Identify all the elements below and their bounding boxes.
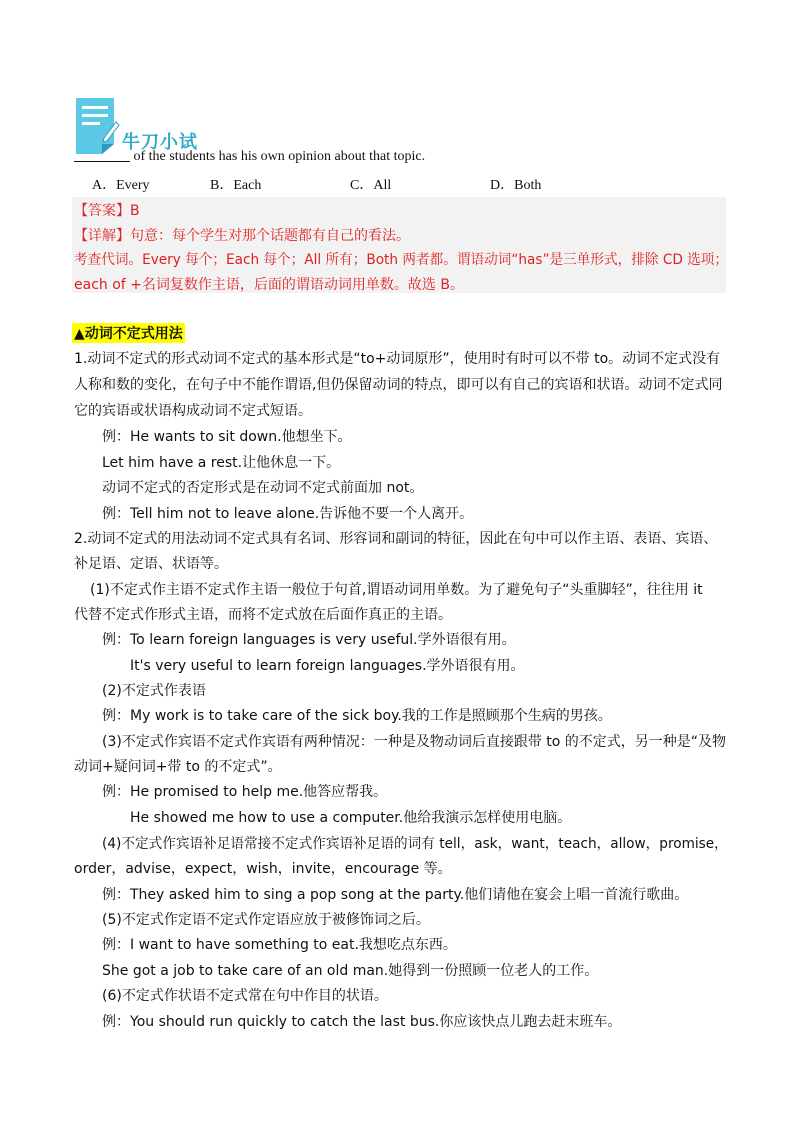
paragraph-line: 1.动词不定式的形式动词不定式的基本形式是“to+动词原形”，使用时有时可以不带 to。动词不定式没有 bbox=[74, 351, 721, 367]
paragraph-line: (6)不定式作状语不定式常在句中作目的状语。 bbox=[102, 988, 388, 1004]
example-line: Let him have a rest.让他休息一下。 bbox=[102, 455, 341, 471]
example-line: 例：My work is to take care of the sick boy.我的工作是照顾那个生病的男孩。 bbox=[102, 708, 612, 724]
example-line: 例：Tell him not to leave alone.告诉他不要一个人离开。 bbox=[102, 506, 474, 522]
paragraph-line: 2.动词不定式的用法动词不定式具有名词、形容词和副词的特征，因此在句中可以作主语、表语、宾语、 bbox=[74, 531, 718, 547]
detail-line: 【详解】句意：每个学生对那个话题都有自己的看法。 bbox=[74, 228, 410, 244]
paragraph-line: (5)不定式作定语不定式作定语应放于被修饰词之后。 bbox=[102, 912, 430, 928]
example-line: 例：I want to have something to eat.我想吃点东西。 bbox=[102, 937, 457, 953]
section-title: 牛刀小试 bbox=[122, 132, 198, 153]
example-line: He showed me how to use a computer.他给我演示怎样使用电脑。 bbox=[130, 810, 572, 826]
notepad-pencil-icon bbox=[74, 96, 120, 156]
paragraph-line: (3)不定式作宾语不定式作宾语有两种情况：一种是及物动词后直接跟带 to 的不定式，另一种是“及物 bbox=[102, 734, 727, 750]
section-heading: ▲动词不定式用法 bbox=[72, 323, 185, 343]
paragraph-line: 动词不定式的否定形式是在动词不定式前面加 not。 bbox=[102, 480, 424, 496]
example-line: 例：They asked him to sing a pop song at the party.他们请他在宴会上唱一首流行歌曲。 bbox=[102, 887, 689, 903]
option-a: A．Every bbox=[92, 178, 150, 193]
paragraph-line: 它的宾语或状语构成动词不定式短语。 bbox=[74, 403, 312, 419]
answer-line: 【答案】B bbox=[74, 203, 140, 219]
question-text bbox=[74, 148, 425, 165]
option-c: C．All bbox=[350, 178, 392, 193]
question-sentence: of the students has his own opinion about that topic. bbox=[130, 149, 426, 164]
paragraph-line: 补足语、定语、状语等。 bbox=[74, 556, 228, 572]
explanation-line-2: each of +名词复数作主语，后面的谓语动词用单数。故选 B。 bbox=[74, 277, 464, 293]
example-line: 例：You should run quickly to catch the last bus.你应该快点儿跑去赶末班车。 bbox=[102, 1014, 622, 1030]
option-b: B．Each bbox=[210, 178, 262, 193]
paragraph-line: (4)不定式作宾语补足语常接不定式作宾语补足语的词有 tell，ask，want，teach，allow，promise， bbox=[102, 836, 728, 852]
explanation-line-1: 考查代词。Every 每个；Each 每个；All 所有；Both 两者都。谓语动词“has”是三单形式，排除 CD 选项； bbox=[74, 252, 729, 268]
example-line: 例：He promised to help me.他答应帮我。 bbox=[102, 784, 388, 800]
example-line: She got a job to take care of an old man.她得到一份照顾一位老人的工作。 bbox=[102, 963, 599, 979]
paragraph-line: 代替不定式作形式主语，而将不定式放在后面作真正的主语。 bbox=[74, 607, 452, 623]
paragraph-line: (2)不定式作表语 bbox=[102, 683, 206, 699]
paragraph-line: 动词+疑问词+带 to 的不定式”。 bbox=[74, 759, 282, 775]
answer-blank bbox=[74, 148, 130, 162]
paragraph-line: 人称和数的变化，在句子中不能作谓语,但仍保留动词的特点，即可以有自己的宾语和状语。动词不定式同 bbox=[74, 377, 723, 393]
paragraph-line: (1)不定式作主语不定式作主语一般位于句首,谓语动词用单数。为了避免句子“头重脚轻”，往往用 it bbox=[90, 582, 703, 598]
option-d: D．Both bbox=[490, 178, 542, 193]
paragraph-line: order，advise，expect，wish，invite，encourage 等。 bbox=[74, 861, 452, 877]
answer-box bbox=[72, 197, 729, 293]
example-line: 例：He wants to sit down.他想坐下。 bbox=[102, 429, 352, 445]
example-line: It's very useful to learn foreign languages.学外语很有用。 bbox=[130, 658, 525, 674]
example-line: 例：To learn foreign languages is very useful.学外语很有用。 bbox=[102, 632, 516, 648]
